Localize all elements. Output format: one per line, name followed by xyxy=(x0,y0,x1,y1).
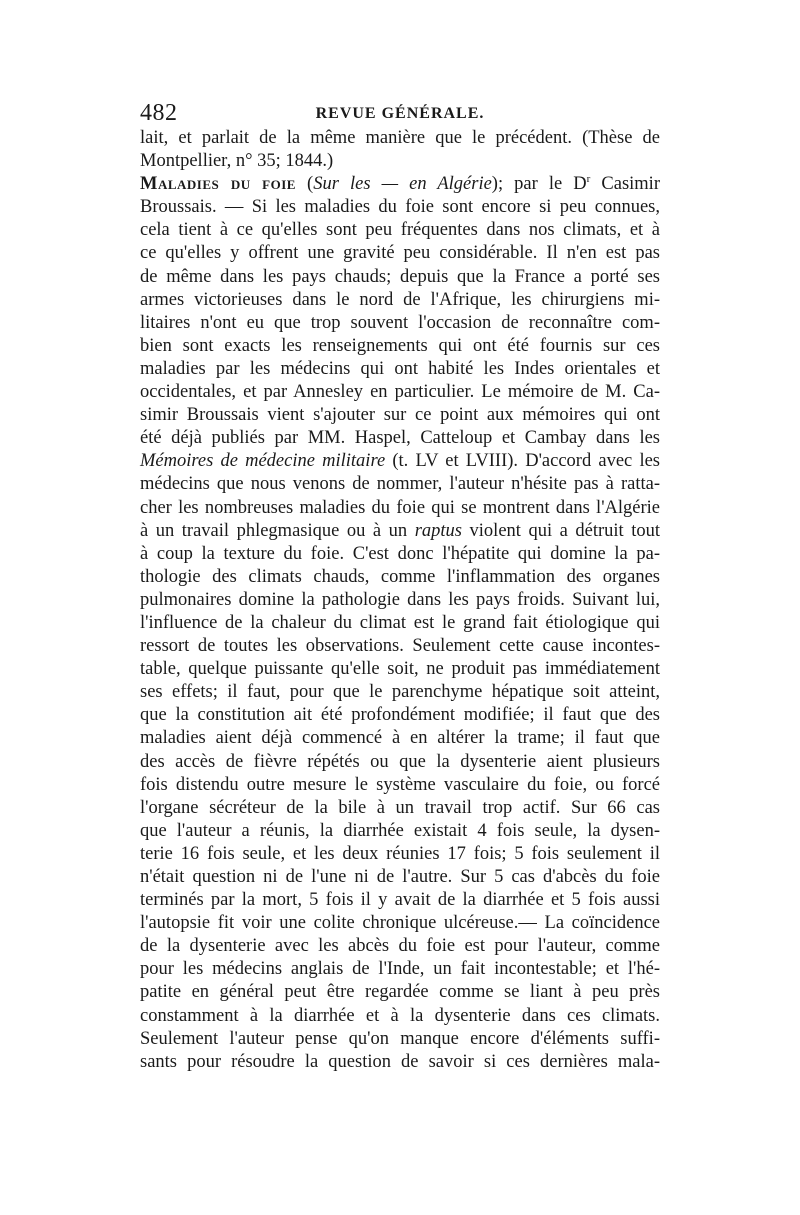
running-title: REVUE GÉNÉRALE. xyxy=(315,105,485,122)
text-line: fois distendu outre mesure le système vasculaire du foie, ou forcé xyxy=(140,774,660,795)
text-line: Seulement l'auteur pense qu'on manque encore d'éléments suffi- xyxy=(140,1028,660,1049)
text-line: été déjà publiés par MM. Haspel, Catteloup et Cambay dans les xyxy=(140,428,660,449)
body-text xyxy=(140,127,660,1074)
text-line: Broussais. — Si les maladies du foie sont encore si peu connues, xyxy=(140,197,660,218)
text-line: ce qu'elles y offrent une gravité peu considérable. Il n'en est pas xyxy=(140,243,660,264)
text-line: occidentales, et par Annesley en particulier. Le mémoire de M. Ca- xyxy=(140,382,660,403)
text-line: sants pour résoudre la question de savoir si ces dernières mala- xyxy=(140,1051,660,1072)
section-subtitle: Sur les — en Algérie xyxy=(313,174,492,195)
text-line: que l'auteur a réunis, la diarrhée existait 4 fois seule, la dysen- xyxy=(140,820,660,841)
text-line: ses effets; il faut, pour que le parenchyme hépatique soit atteint, xyxy=(140,682,660,703)
text-line: patite en général peut être regardée comme se liant à peu près xyxy=(140,982,660,1003)
italic-term: raptus xyxy=(414,520,462,541)
page-number: 482 xyxy=(140,100,178,126)
journal-title: Mémoires de médecine militaire xyxy=(140,451,386,472)
text-line: bien sont exacts les renseignements qui ont été fournis sur ces xyxy=(140,335,660,356)
text-line: ressort de toutes les observations. Seulement cette cause incontes- xyxy=(140,636,660,657)
text-line: maladies par les médecins qui ont habité les Indes orientales et xyxy=(140,358,660,379)
text-line: table, quelque puissante qu'elle soit, ne produit pas immédiatement xyxy=(140,659,660,680)
text-line: de la dysenterie avec les abcès du foie est pour l'auteur, comme xyxy=(140,936,660,957)
text-line: lait, et parlait de la même manière que le précédent. (Thèse de xyxy=(140,128,660,148)
text-line: à un travail phlegmasique ou à un raptus violent qui a détruit tout xyxy=(140,520,660,541)
text-line: des accès de fièvre répétés ou que la dysenterie aient plusieurs xyxy=(140,751,660,772)
text-line: terie 16 fois seule, et les deux réunies 17 fois; 5 fois seulement il xyxy=(140,843,660,864)
text-line: maladies aient déjà commencé à en altérer la trame; il faut que xyxy=(140,728,660,749)
text-line: l'autopsie fit voir une colite chronique ulcéreuse.— La coïncidence xyxy=(140,913,660,934)
text-line: à coup la texture du foie. C'est donc l'hépatite qui domine la pa- xyxy=(140,543,660,564)
text-line: n'était question ni de l'une ni de l'autre. Sur 5 cas d'abcès du foie xyxy=(140,867,660,887)
text-line: terminés par la mort, 5 fois il y avait de la diarrhée et 5 fois aussi xyxy=(140,890,660,911)
text-line: cher les nombreuses maladies du foie qui se montrent dans l'Algérie xyxy=(140,497,660,518)
text-line: pulmonaires domine la pathologie dans les pays froids. Suivant lui, xyxy=(140,589,660,610)
text-line: Mémoires de médecine militaire (t. LV et LVIII). D'accord avec les xyxy=(140,451,661,472)
text-line: armes victorieuses dans le nord de l'Afrique, les chirurgiens mi- xyxy=(140,289,660,310)
text-line: pour les médecins anglais de l'Inde, un fait incontestable; et l'hé- xyxy=(140,959,660,980)
text-line: de même dans les pays chauds; depuis que la France a porté ses xyxy=(140,266,660,287)
text-line: l'influence de la chaleur du climat est le grand fait étiologique qui xyxy=(140,612,660,633)
text-line: que la constitution ait été profondément modifiée; il faut que des xyxy=(140,705,660,726)
text-line-section-heading: Maladies du foie (Sur les — en Algérie); par le $D^r$ Casimir xyxy=(140,173,660,195)
text-line: cela tient à ce qu'elles sont peu fréquentes dans nos climats, et à xyxy=(140,220,660,241)
text-line: constamment à la diarrhée et à la dysenterie dans ces climats. xyxy=(140,1005,660,1026)
text-line: Montpellier, n° 35; 1844.) xyxy=(140,151,334,172)
text-line: l'organe sécréteur de la bile à un travail trop actif. Sur 66 cas xyxy=(140,797,660,818)
text-line: thologie des climats chauds, comme l'inflammation des organes xyxy=(140,566,660,587)
text-line: médecins que nous venons de nommer, l'auteur n'hésite pas à ratta- xyxy=(140,474,660,495)
text-line: simir Broussais vient s'ajouter sur ce point aux mémoires qui ont xyxy=(140,405,660,426)
section-title: Maladies du foie xyxy=(140,174,296,195)
text-line: litaires n'ont eu que trop souvent l'occasion de reconnaître com- xyxy=(140,312,660,333)
